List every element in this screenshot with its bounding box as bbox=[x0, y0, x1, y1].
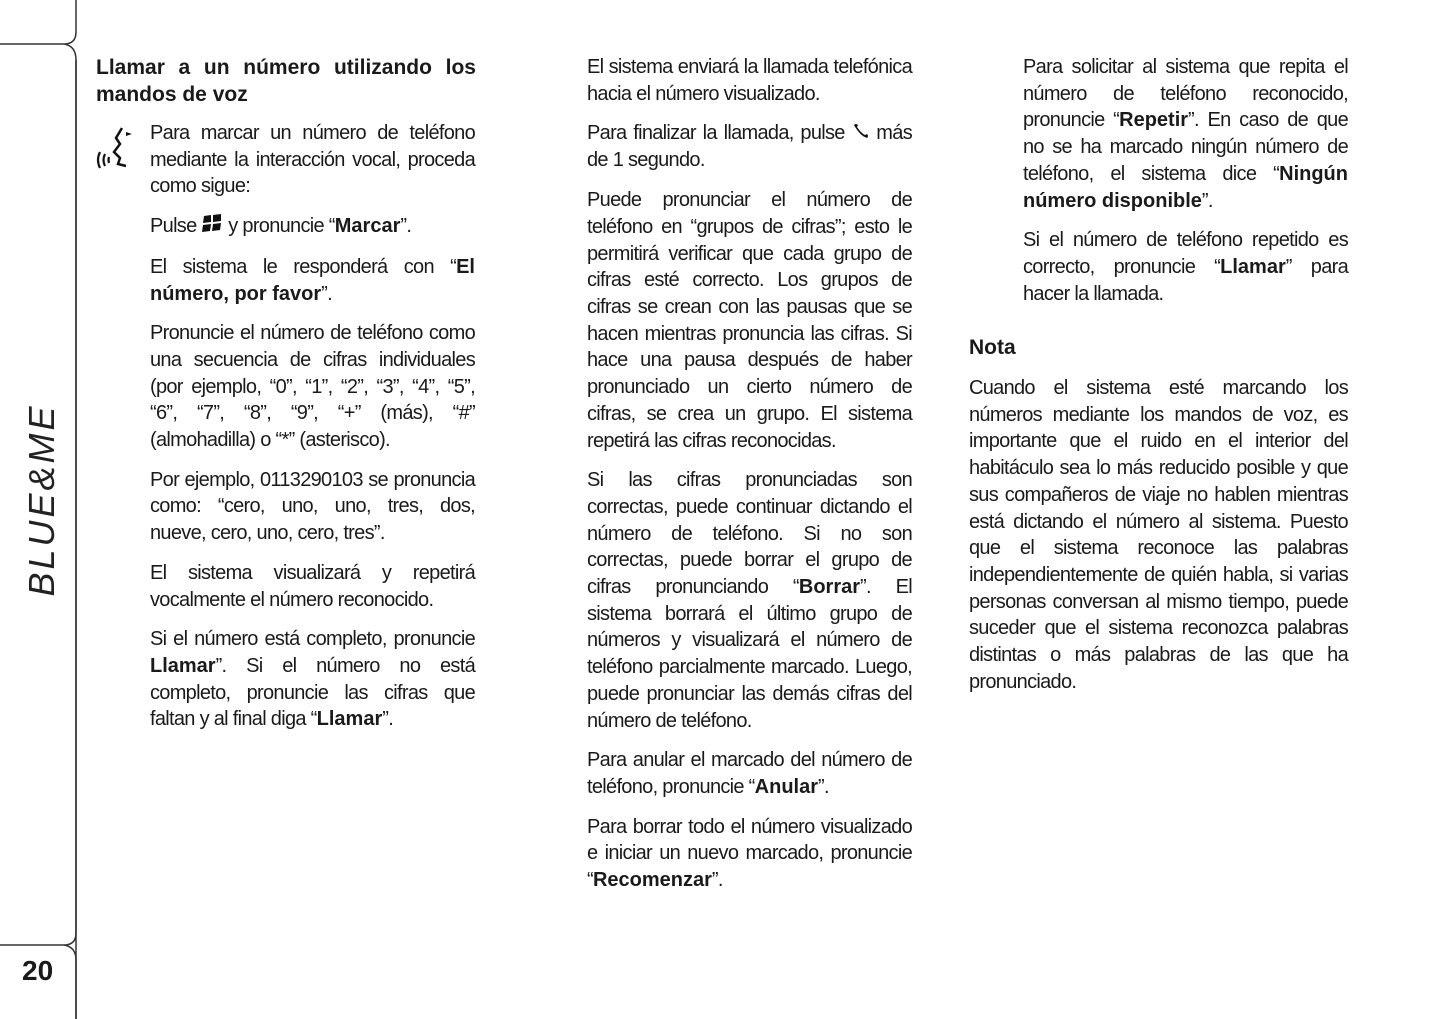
paragraph bbox=[587, 747, 912, 800]
text-run: ”. bbox=[818, 775, 829, 798]
paragraph bbox=[150, 467, 475, 547]
text-run: y pronuncie “ bbox=[223, 215, 335, 238]
text-run: ”. Si el número no está completo, pronuncie las cifras que faltan y al final diga “ bbox=[150, 654, 475, 731]
bold-term: El número, por favor bbox=[150, 255, 475, 305]
voice-command-icon bbox=[94, 124, 138, 176]
voice-button-icon bbox=[201, 213, 223, 241]
text-run: ”. El sistema borrará el último grupo de números y visualizará el número de teléfono parcialmente marcado. Luego, puede pronunciar las demás cifras del número de teléfono. bbox=[587, 576, 912, 732]
note-body: Cuando el sistema esté marcando los números mediante los mandos de voz, es importante que el ruido en el interior del habitáculo sea lo más reducido posible y que sus compañeros de viaje no hablen mientras está dictando el número al sistema. Puesto que el sistema reconoce las palabras independientemente de quién habla, si varias personas conversan al mismo tiempo, puede suceder que el sistema reconozca palabras distintas o más palabras de las que ha pronunciado. bbox=[969, 377, 1348, 693]
column-2 bbox=[587, 54, 912, 907]
paragraph bbox=[150, 213, 475, 241]
text-run: Para anular el marcado del número de teléfono, pronuncie “ bbox=[587, 749, 912, 798]
text-run: Para borrar todo el número visualizado e iniciar un nuevo marcado, pronuncie “ bbox=[587, 815, 912, 892]
hang-up-phone-icon bbox=[852, 121, 870, 148]
text-run: Para finalizar la llamada, pulse bbox=[587, 122, 852, 145]
paragraph bbox=[150, 626, 475, 733]
paragraph bbox=[150, 120, 475, 200]
bold-term: Ningún número disponible bbox=[1023, 162, 1348, 212]
text-run: Por ejemplo, 0113290103 se pronuncia como: “cero, uno, uno, tres, dos, nueve, cero, uno, cero, tres”. bbox=[150, 468, 475, 545]
paragraph bbox=[587, 120, 912, 174]
note-title: Nota bbox=[969, 336, 1016, 359]
paragraph bbox=[150, 560, 475, 613]
text-run: ” para hacer la llamada. bbox=[1023, 255, 1349, 305]
text-run: Si el número está completo, pronuncie bbox=[150, 628, 475, 651]
bold-term: Recomenzar bbox=[592, 869, 712, 892]
paragraph bbox=[587, 54, 912, 107]
text-run: Puede pronunciar el número de teléfono en “grupos de cifras”; esto le permitirá verificar que cada grupo de cifras esté correcto. Los grupos de cifras se crean con las pausas que se hacen mientras pronuncia las cifras. Si hace una pausa después de haber pronunciado un cierto número de cifras, se crea un grupo. El sistema repetirá las cifras reconocidas. bbox=[587, 189, 912, 452]
text-run: ”. bbox=[321, 282, 332, 305]
bold-term: Llamar bbox=[1220, 255, 1286, 278]
text-run: El sistema visualizará y repetirá vocalmente el número reconocido. bbox=[150, 561, 475, 611]
bold-term: Borrar bbox=[798, 576, 861, 599]
text-run: El sistema enviará la llamada telefónica hacia el número visualizado. bbox=[587, 56, 912, 105]
text-run: Si el número de teléfono repetido es correcto, pronuncie “ bbox=[1023, 229, 1348, 278]
text-run: Si las cifras pronunciadas son correctas, puede continuar dictando el número de teléfono. Si no son correctas, puede borrar el grupo de cifras pronunciando “ bbox=[587, 469, 912, 599]
paragraph bbox=[1023, 227, 1348, 307]
blue-and-me-logo: BLUE&ME bbox=[21, 403, 62, 597]
section-heading: Llamar a un número utilizando los mandos de voz bbox=[96, 56, 476, 106]
text-run: ”. bbox=[400, 215, 412, 238]
paragraph bbox=[1023, 54, 1348, 214]
text-run: Para solicitar al sistema que repita el número de teléfono reconocido, pronuncie “ bbox=[1023, 56, 1348, 132]
text-run: Para marcar un número de teléfono mediante la interacción vocal, proceda como sigue: bbox=[150, 122, 475, 198]
text-run: El sistema le responderá con “ bbox=[150, 255, 457, 278]
bold-term: Repetir bbox=[1119, 109, 1189, 132]
bold-term: Marcar bbox=[334, 215, 401, 238]
column-3 bbox=[1023, 54, 1348, 320]
page-number: 20 bbox=[22, 955, 54, 986]
bold-term: Anular bbox=[754, 775, 818, 798]
text-run: más de 1 segundo. bbox=[587, 122, 912, 172]
text-run: ”. bbox=[382, 708, 394, 731]
paragraph bbox=[150, 254, 475, 307]
paragraph bbox=[587, 467, 912, 734]
column-1 bbox=[150, 120, 475, 746]
paragraph bbox=[150, 320, 475, 454]
text-run: ”. bbox=[711, 869, 723, 892]
bold-term: Llamar bbox=[316, 708, 383, 731]
paragraph bbox=[587, 187, 912, 454]
note-section bbox=[969, 334, 1348, 708]
text-run: Pronuncie el número de teléfono como una secuencia de cifras individuales (por ejemplo, “0”, “1”, “2”, “3”, “4”, “5”, “6”, “7”, “8”, “9”, “+” (más), “#” (almohadilla) o “*” (asterisco). bbox=[150, 322, 475, 452]
text-run: ”. En caso de que no se ha marcado ningún número de teléfono, el sistema dice “ bbox=[1023, 109, 1349, 185]
paragraph bbox=[587, 814, 912, 894]
text-run: ”. bbox=[1201, 189, 1213, 212]
bold-term: Llamar bbox=[150, 654, 216, 677]
text-run: Pulse bbox=[150, 215, 202, 238]
